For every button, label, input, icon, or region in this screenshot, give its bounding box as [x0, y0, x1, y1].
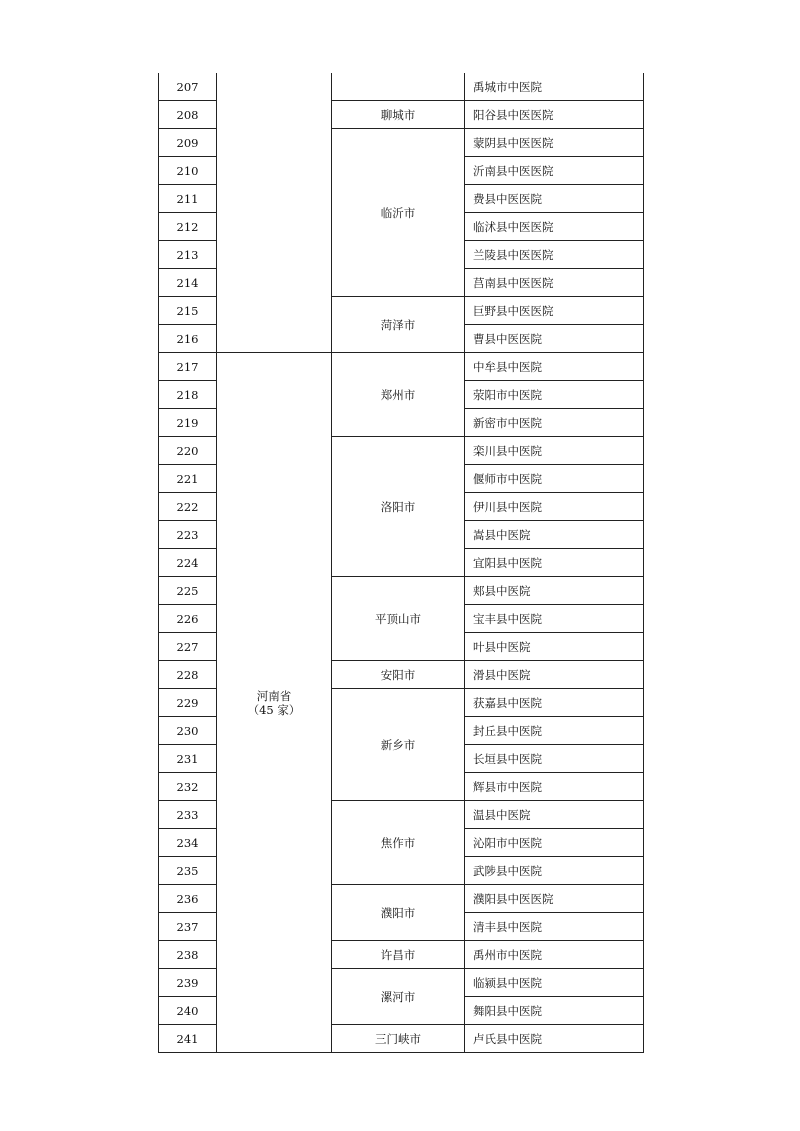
row-number: 230 [159, 717, 217, 745]
province-cell-henan [217, 353, 332, 1053]
hospital-name: 伊川县中医院 [465, 493, 644, 521]
city-cell: 濮阳市 [332, 885, 465, 941]
row-number: 239 [159, 969, 217, 997]
hospital-name: 清丰县中医院 [465, 913, 644, 941]
hospital-name: 嵩县中医院 [465, 521, 644, 549]
city-cell: 三门峡市 [332, 1025, 465, 1053]
hospital-name: 莒南县中医医院 [465, 269, 644, 297]
hospital-name: 封丘县中医院 [465, 717, 644, 745]
hospital-name: 宝丰县中医院 [465, 605, 644, 633]
hospital-name: 曹县中医医院 [465, 325, 644, 353]
row-number: 217 [159, 353, 217, 381]
hospital-name: 阳谷县中医医院 [465, 101, 644, 129]
row-number: 220 [159, 437, 217, 465]
row-number: 241 [159, 1025, 217, 1053]
city-cell: 临沂市 [332, 129, 465, 297]
hospital-name: 费县中医医院 [465, 185, 644, 213]
hospital-name: 新密市中医院 [465, 409, 644, 437]
hospital-name: 荥阳市中医院 [465, 381, 644, 409]
city-cell: 许昌市 [332, 941, 465, 969]
row-number: 233 [159, 801, 217, 829]
hospital-name: 中牟县中医院 [465, 353, 644, 381]
hospital-name: 沂南县中医医院 [465, 157, 644, 185]
row-number: 207 [159, 73, 217, 101]
city-cell: 平顶山市 [332, 577, 465, 661]
row-number: 222 [159, 493, 217, 521]
row-number: 223 [159, 521, 217, 549]
city-cell: 漯河市 [332, 969, 465, 1025]
hospital-name: 郏县中医院 [465, 577, 644, 605]
province-cell-shandong [217, 73, 332, 353]
city-cell: 新乡市 [332, 689, 465, 801]
row-number: 231 [159, 745, 217, 773]
hospital-name: 禹城市中医院 [465, 73, 644, 101]
row-number: 221 [159, 465, 217, 493]
row-number: 236 [159, 885, 217, 913]
row-number: 216 [159, 325, 217, 353]
row-number: 240 [159, 997, 217, 1025]
row-number: 224 [159, 549, 217, 577]
row-number: 235 [159, 857, 217, 885]
hospital-name: 临颍县中医院 [465, 969, 644, 997]
city-cell-continued [332, 73, 465, 101]
row-number: 213 [159, 241, 217, 269]
row-number: 228 [159, 661, 217, 689]
hospital-name: 武陟县中医院 [465, 857, 644, 885]
hospital-name: 偃师市中医院 [465, 465, 644, 493]
hospital-name: 叶县中医院 [465, 633, 644, 661]
row-number: 226 [159, 605, 217, 633]
row-number: 208 [159, 101, 217, 129]
row-number: 225 [159, 577, 217, 605]
hospital-name: 滑县中医院 [465, 661, 644, 689]
row-number: 227 [159, 633, 217, 661]
hospital-name: 舞阳县中医院 [465, 997, 644, 1025]
province-name: 河南省 [256, 688, 292, 703]
row-number: 229 [159, 689, 217, 717]
city-cell: 安阳市 [332, 661, 465, 689]
city-cell: 焦作市 [332, 801, 465, 885]
row-number: 232 [159, 773, 217, 801]
hospital-name: 巨野县中医医院 [465, 297, 644, 325]
province-count: （45 家） [247, 702, 301, 717]
row-number: 218 [159, 381, 217, 409]
hospital-table [158, 73, 644, 1053]
table-row [159, 73, 644, 101]
row-number: 210 [159, 157, 217, 185]
row-number: 211 [159, 185, 217, 213]
row-number: 234 [159, 829, 217, 857]
city-cell: 聊城市 [332, 101, 465, 129]
hospital-name: 温县中医院 [465, 801, 644, 829]
hospital-name: 获嘉县中医院 [465, 689, 644, 717]
hospital-name: 蒙阴县中医医院 [465, 129, 644, 157]
city-cell: 菏泽市 [332, 297, 465, 353]
hospital-name: 濮阳县中医医院 [465, 885, 644, 913]
hospital-name: 禹州市中医院 [465, 941, 644, 969]
row-number: 209 [159, 129, 217, 157]
table-row [159, 353, 644, 381]
hospital-name: 栾川县中医院 [465, 437, 644, 465]
row-number: 237 [159, 913, 217, 941]
row-number: 219 [159, 409, 217, 437]
hospital-name: 沁阳市中医院 [465, 829, 644, 857]
hospital-name: 辉县市中医院 [465, 773, 644, 801]
row-number: 215 [159, 297, 217, 325]
hospital-name: 卢氏县中医院 [465, 1025, 644, 1053]
hospital-name: 兰陵县中医医院 [465, 241, 644, 269]
city-cell: 洛阳市 [332, 437, 465, 577]
city-cell: 郑州市 [332, 353, 465, 437]
row-number: 214 [159, 269, 217, 297]
row-number: 238 [159, 941, 217, 969]
hospital-name: 临沭县中医医院 [465, 213, 644, 241]
row-number: 212 [159, 213, 217, 241]
hospital-name: 长垣县中医院 [465, 745, 644, 773]
hospital-name: 宜阳县中医院 [465, 549, 644, 577]
